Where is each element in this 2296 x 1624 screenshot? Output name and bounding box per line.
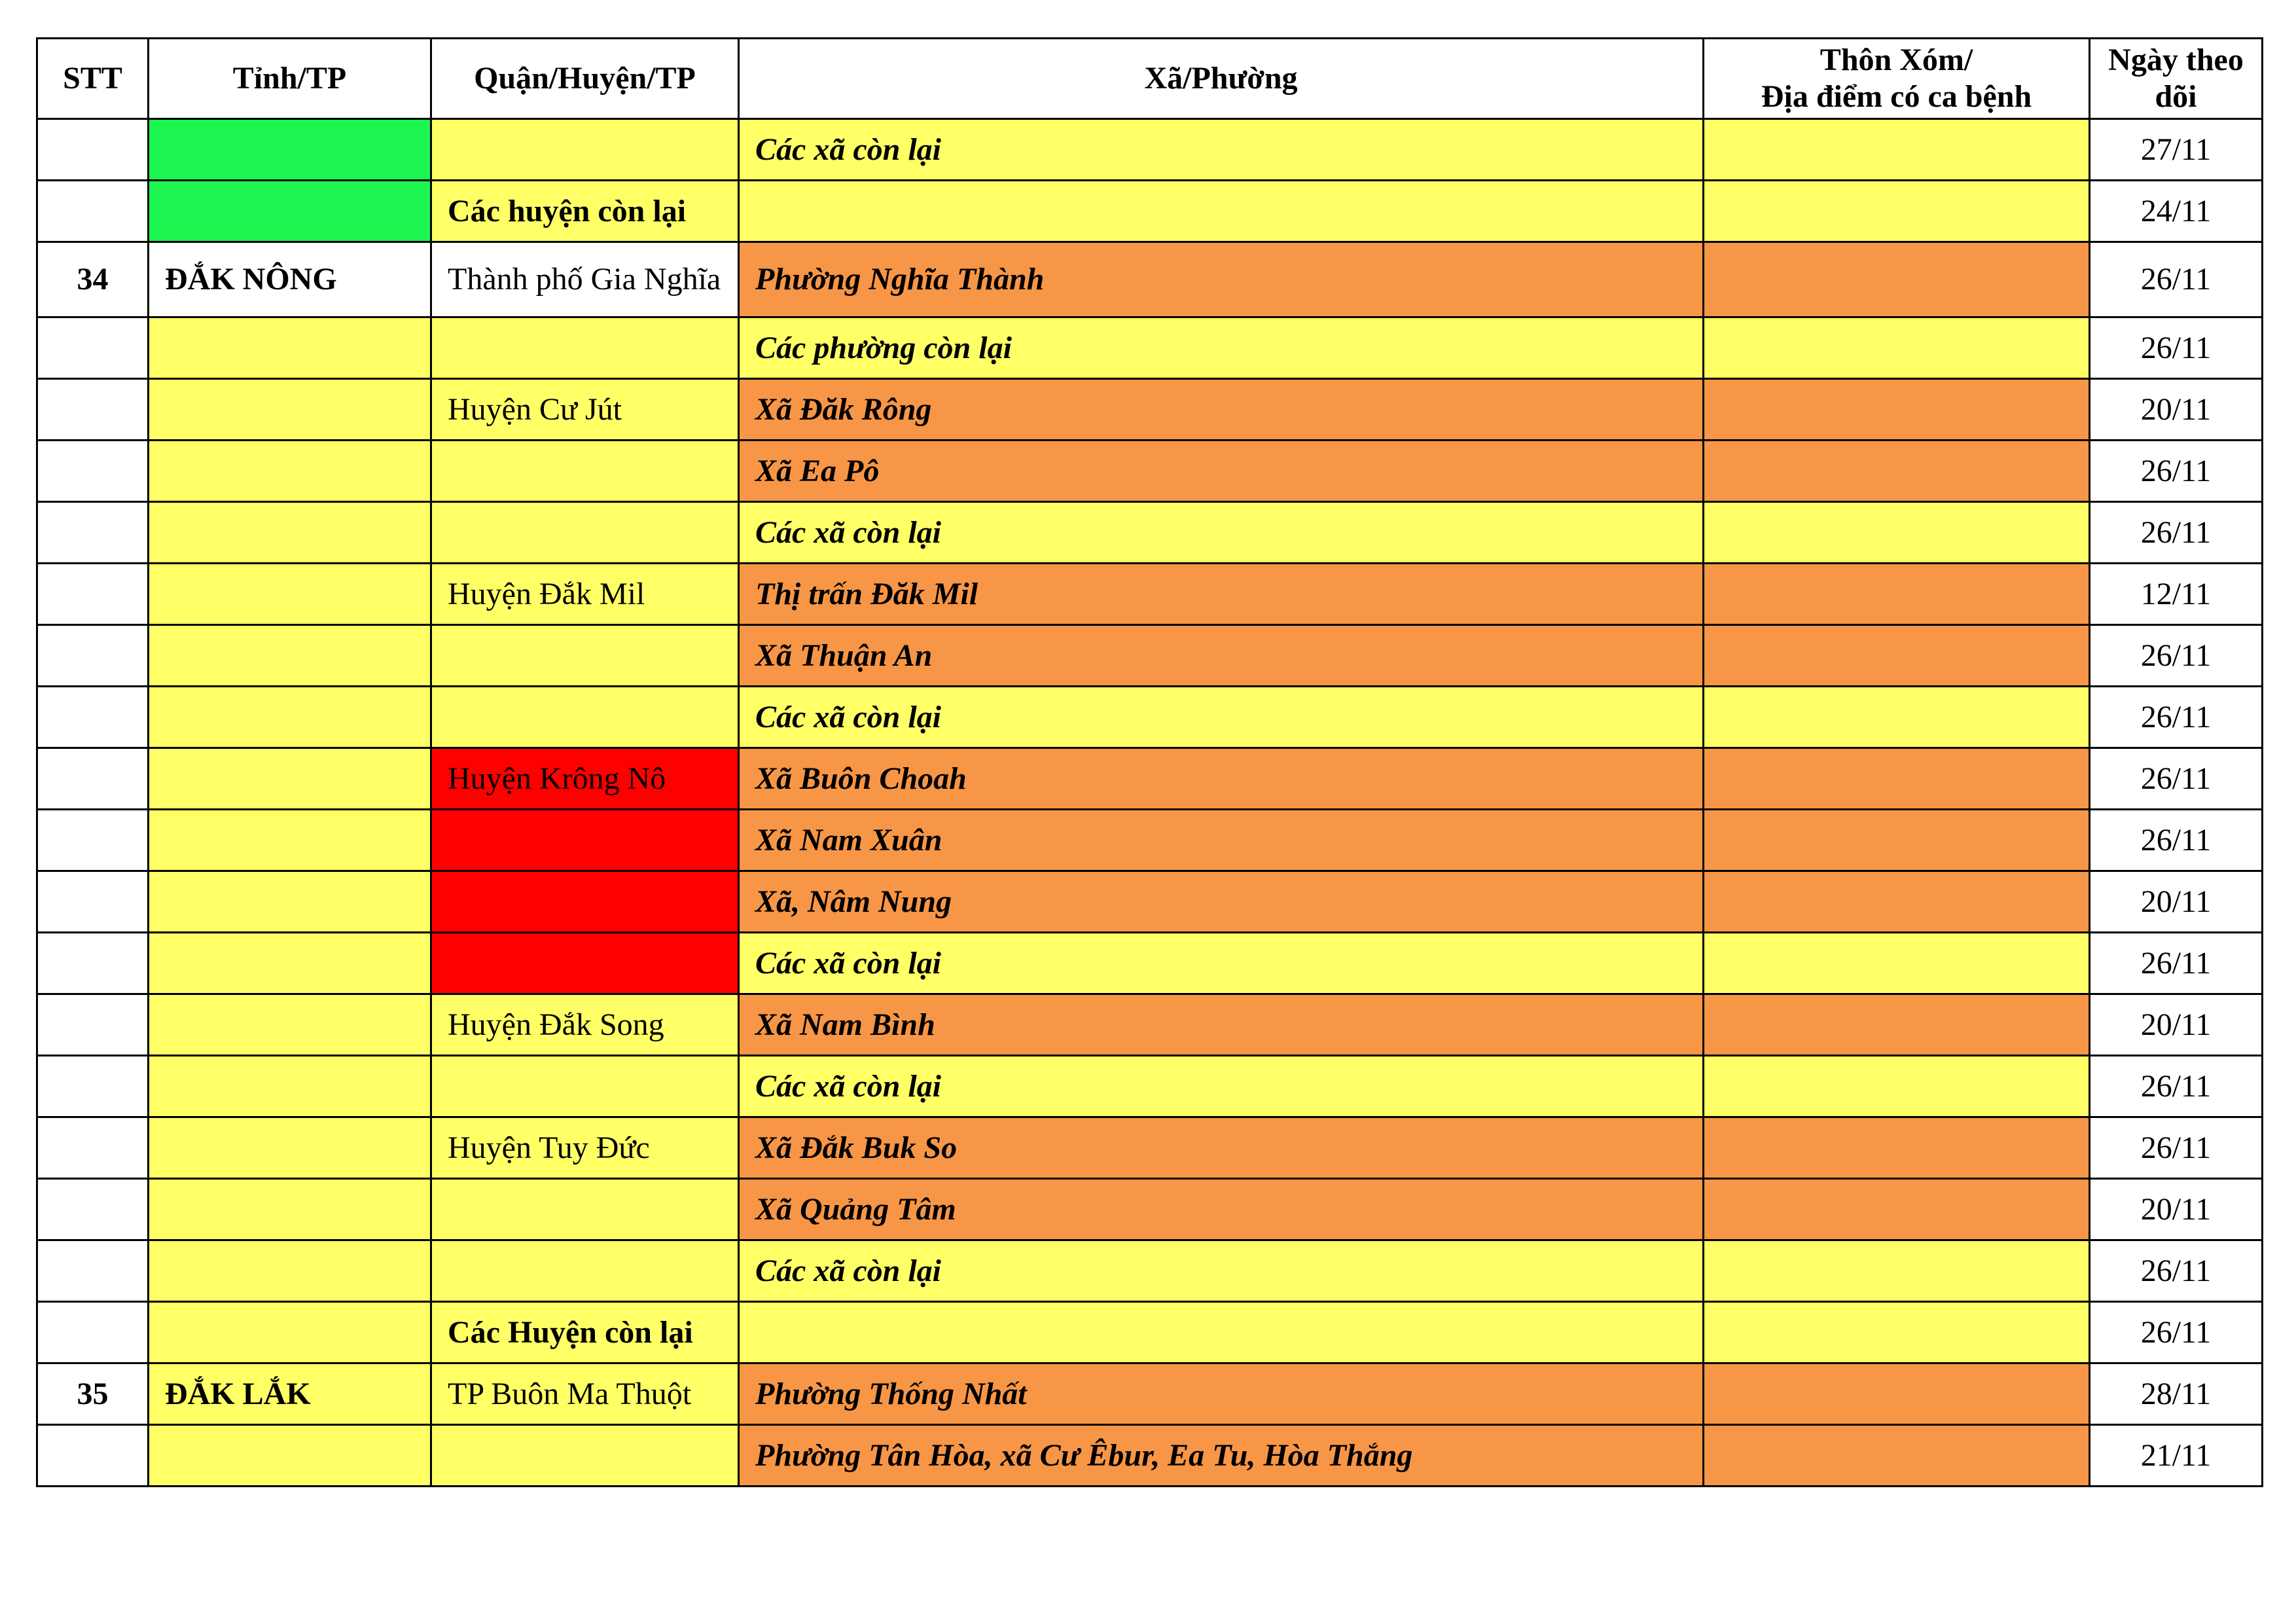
cell-stt <box>37 317 149 379</box>
cell-follow-date: 26/11 <box>2090 1240 2263 1302</box>
cell-stt <box>37 994 149 1056</box>
table-row <box>37 1179 2263 1240</box>
outbreak-tracking-table <box>36 37 2263 1487</box>
cell-follow-date: 20/11 <box>2090 1179 2263 1240</box>
header-follow-date-line1: Ngày theo <box>2108 43 2244 77</box>
table-row <box>37 933 2263 994</box>
cell-follow-date: 12/11 <box>2090 564 2263 625</box>
table-row <box>37 242 2263 317</box>
cell-location <box>1704 242 2090 317</box>
table-row <box>37 1240 2263 1302</box>
cell-location <box>1704 810 2090 871</box>
cell-district: Huyện Krông Nô <box>431 748 739 810</box>
table-row <box>37 181 2263 242</box>
cell-follow-date: 26/11 <box>2090 1117 2263 1179</box>
table-body <box>37 119 2263 1487</box>
cell-commune: Các xã còn lại <box>739 502 1704 564</box>
cell-commune: Các xã còn lại <box>739 687 1704 748</box>
cell-district: Thành phố Gia Nghĩa <box>431 242 739 317</box>
cell-commune: Các xã còn lại <box>739 1240 1704 1302</box>
cell-province <box>149 1179 431 1240</box>
cell-commune <box>739 1302 1704 1363</box>
cell-district <box>431 625 739 687</box>
cell-location <box>1704 564 2090 625</box>
cell-stt: 34 <box>37 242 149 317</box>
cell-commune: Phường Tân Hòa, xã Cư Êbur, Ea Tu, Hòa Thắng <box>739 1425 1704 1487</box>
cell-location <box>1704 1363 2090 1425</box>
cell-stt <box>37 1056 149 1117</box>
cell-province <box>149 119 431 181</box>
cell-stt <box>37 687 149 748</box>
table-row <box>37 687 2263 748</box>
table-row <box>37 1302 2263 1363</box>
cell-commune: Thị trấn Đăk Mil <box>739 564 1704 625</box>
cell-commune: Xã Ea Pô <box>739 441 1704 502</box>
cell-follow-date: 26/11 <box>2090 810 2263 871</box>
cell-location <box>1704 317 2090 379</box>
cell-stt: 35 <box>37 1363 149 1425</box>
table-row <box>37 1363 2263 1425</box>
cell-district <box>431 687 739 748</box>
cell-district <box>431 119 739 181</box>
cell-commune: Các xã còn lại <box>739 1056 1704 1117</box>
cell-district <box>431 1240 739 1302</box>
cell-province <box>149 810 431 871</box>
cell-commune: Xã, Nâm Nung <box>739 871 1704 933</box>
table-row <box>37 502 2263 564</box>
cell-stt <box>37 181 149 242</box>
table-row <box>37 810 2263 871</box>
cell-location <box>1704 748 2090 810</box>
cell-province: ĐẮK LẮK <box>149 1363 431 1425</box>
cell-province <box>149 317 431 379</box>
cell-stt <box>37 871 149 933</box>
cell-district: Huyện Đắk Mil <box>431 564 739 625</box>
cell-commune: Các xã còn lại <box>739 119 1704 181</box>
cell-commune: Xã Thuận An <box>739 625 1704 687</box>
table-row <box>37 317 2263 379</box>
cell-province <box>149 1302 431 1363</box>
cell-location <box>1704 1302 2090 1363</box>
header-follow-date-line2: dõi <box>2155 79 2197 114</box>
cell-follow-date: 26/11 <box>2090 933 2263 994</box>
cell-commune: Xã Nam Xuân <box>739 810 1704 871</box>
cell-location <box>1704 994 2090 1056</box>
cell-follow-date: 20/11 <box>2090 379 2263 441</box>
cell-district: Các huyện còn lại <box>431 181 739 242</box>
cell-follow-date: 24/11 <box>2090 181 2263 242</box>
cell-district <box>431 1179 739 1240</box>
cell-follow-date: 26/11 <box>2090 687 2263 748</box>
header-location <box>1704 39 2090 119</box>
cell-location <box>1704 502 2090 564</box>
cell-district <box>431 1425 739 1487</box>
cell-stt <box>37 119 149 181</box>
cell-commune: Xã Đắk Buk So <box>739 1117 1704 1179</box>
cell-province <box>149 564 431 625</box>
cell-location <box>1704 441 2090 502</box>
cell-province <box>149 502 431 564</box>
cell-stt <box>37 1425 149 1487</box>
cell-province <box>149 994 431 1056</box>
header-stt: STT <box>37 39 149 119</box>
table-row <box>37 994 2263 1056</box>
table-row <box>37 871 2263 933</box>
cell-district: TP Buôn Ma Thuột <box>431 1363 739 1425</box>
cell-location <box>1704 687 2090 748</box>
cell-district: Các Huyện còn lại <box>431 1302 739 1363</box>
cell-commune: Xã Quảng Tâm <box>739 1179 1704 1240</box>
cell-province <box>149 1240 431 1302</box>
header-district: Quận/Huyện/TP <box>431 39 739 119</box>
table-row <box>37 748 2263 810</box>
cell-follow-date: 26/11 <box>2090 748 2263 810</box>
cell-district <box>431 1056 739 1117</box>
cell-province <box>149 379 431 441</box>
cell-stt <box>37 1240 149 1302</box>
header-location-line2: Địa điểm có ca bệnh <box>1761 79 2032 114</box>
cell-province <box>149 625 431 687</box>
cell-province: ĐẮK NÔNG <box>149 242 431 317</box>
header-follow-date <box>2090 39 2263 119</box>
table-row <box>37 119 2263 181</box>
cell-stt <box>37 1179 149 1240</box>
cell-stt <box>37 379 149 441</box>
table-row <box>37 625 2263 687</box>
cell-follow-date: 21/11 <box>2090 1425 2263 1487</box>
cell-commune: Phường Thống Nhất <box>739 1363 1704 1425</box>
cell-follow-date: 26/11 <box>2090 1302 2263 1363</box>
header-row <box>37 39 2263 119</box>
cell-district <box>431 441 739 502</box>
cell-follow-date: 26/11 <box>2090 625 2263 687</box>
table-row <box>37 1056 2263 1117</box>
cell-stt <box>37 1117 149 1179</box>
cell-follow-date: 27/11 <box>2090 119 2263 181</box>
table-row <box>37 379 2263 441</box>
cell-commune: Xã Đăk Rông <box>739 379 1704 441</box>
cell-stt <box>37 1302 149 1363</box>
cell-stt <box>37 564 149 625</box>
cell-location <box>1704 181 2090 242</box>
cell-province <box>149 1117 431 1179</box>
header-location-line1: Thôn Xóm/ <box>1820 43 1973 77</box>
cell-district <box>431 502 739 564</box>
cell-province <box>149 871 431 933</box>
header-province: Tỉnh/TP <box>149 39 431 119</box>
header-commune: Xã/Phường <box>739 39 1704 119</box>
cell-follow-date: 26/11 <box>2090 242 2263 317</box>
cell-district: Huyện Đắk Song <box>431 994 739 1056</box>
cell-location <box>1704 625 2090 687</box>
cell-location <box>1704 1240 2090 1302</box>
cell-follow-date: 26/11 <box>2090 317 2263 379</box>
cell-follow-date: 26/11 <box>2090 502 2263 564</box>
cell-follow-date: 26/11 <box>2090 1056 2263 1117</box>
cell-district <box>431 317 739 379</box>
cell-province <box>149 687 431 748</box>
cell-location <box>1704 379 2090 441</box>
cell-follow-date: 20/11 <box>2090 871 2263 933</box>
cell-follow-date: 26/11 <box>2090 441 2263 502</box>
cell-stt <box>37 502 149 564</box>
cell-province <box>149 181 431 242</box>
table-row <box>37 1425 2263 1487</box>
cell-follow-date: 28/11 <box>2090 1363 2263 1425</box>
cell-district: Huyện Cư Jút <box>431 379 739 441</box>
cell-commune: Các xã còn lại <box>739 933 1704 994</box>
cell-province <box>149 441 431 502</box>
cell-commune <box>739 181 1704 242</box>
cell-follow-date: 20/11 <box>2090 994 2263 1056</box>
cell-district: Huyện Tuy Đức <box>431 1117 739 1179</box>
cell-commune: Xã Buôn Choah <box>739 748 1704 810</box>
table-row <box>37 1117 2263 1179</box>
cell-commune: Phường Nghĩa Thành <box>739 242 1704 317</box>
cell-location <box>1704 1056 2090 1117</box>
tracking-table-sheet <box>36 37 2261 1487</box>
cell-district <box>431 871 739 933</box>
table-row <box>37 441 2263 502</box>
cell-location <box>1704 1179 2090 1240</box>
cell-district <box>431 933 739 994</box>
cell-province <box>149 933 431 994</box>
cell-location <box>1704 119 2090 181</box>
cell-commune: Xã Nam Bình <box>739 994 1704 1056</box>
cell-commune: Các phường còn lại <box>739 317 1704 379</box>
cell-province <box>149 1425 431 1487</box>
cell-stt <box>37 810 149 871</box>
cell-province <box>149 1056 431 1117</box>
cell-stt <box>37 625 149 687</box>
cell-location <box>1704 933 2090 994</box>
cell-stt <box>37 748 149 810</box>
cell-stt <box>37 441 149 502</box>
cell-location <box>1704 1117 2090 1179</box>
cell-province <box>149 748 431 810</box>
cell-district <box>431 810 739 871</box>
cell-location <box>1704 871 2090 933</box>
cell-location <box>1704 1425 2090 1487</box>
cell-stt <box>37 933 149 994</box>
table-row <box>37 564 2263 625</box>
